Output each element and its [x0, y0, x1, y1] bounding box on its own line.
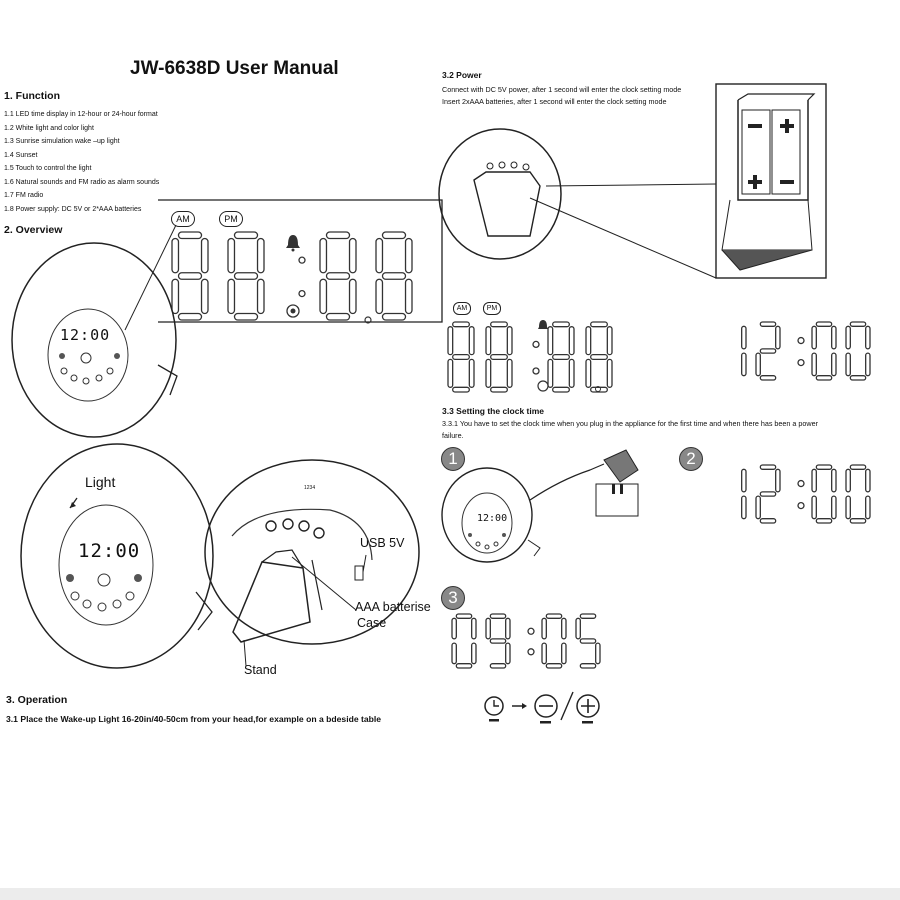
function-item: 1.3 Sunrise simulation wake –up light — [4, 138, 120, 145]
display-callout-box — [158, 200, 442, 322]
step-2-badge: 2 — [679, 447, 703, 471]
clock-face-small: 12:00 — [60, 326, 111, 344]
section-3-heading: 3. Operation — [6, 694, 68, 706]
setting-line: failure. — [442, 431, 464, 440]
function-item: 1.8 Power supply: DC 5V or 2*AAA batteries — [4, 205, 142, 213]
light-label: Light — [85, 474, 116, 490]
segment-display-0905 — [452, 614, 600, 668]
power-line: Insert 2xAAA batteries, after 1 second will enter the clock setting mode — [442, 97, 667, 106]
button-code-label: 1234 — [304, 485, 316, 491]
usb-label: USB 5V — [360, 536, 405, 550]
segment-display-1200-b — [742, 465, 870, 523]
battery-label: AAA batterise — [355, 600, 431, 614]
battery-case-label: Case — [357, 616, 387, 630]
usb-plug-icon — [604, 450, 638, 494]
bell-icon — [286, 235, 300, 252]
plus-icon — [748, 175, 762, 189]
step-3-badge: 3 — [441, 586, 465, 610]
wake-up-light-back — [205, 460, 419, 666]
plus-icon — [577, 695, 599, 724]
minus-icon — [748, 124, 762, 128]
segment-display-power — [448, 322, 612, 392]
stand-label: Stand — [244, 663, 277, 677]
section-3-2-heading: 3.2 Power — [442, 70, 482, 80]
step-1-badge: 1 — [441, 447, 465, 471]
wake-up-light-large — [21, 444, 213, 668]
minus-icon — [780, 180, 794, 184]
function-item: 1.4 Sunset — [4, 151, 38, 159]
clock-face-large: 12:00 — [78, 540, 141, 562]
plus-icon — [780, 119, 794, 133]
am-badge-small: AM — [453, 302, 471, 315]
sun-icon — [538, 381, 548, 391]
operation-item-3-1: 3.1 Place the Wake-up Light 16-20in/40-50cm from your head,for example on a bdeside table — [6, 714, 382, 724]
segment-display-1200-a — [742, 322, 870, 380]
clock-face-mini: 12:00 — [477, 513, 508, 524]
clock-icon — [485, 697, 503, 722]
bell-icon — [538, 320, 548, 329]
section-1-heading: 1. Function — [4, 90, 60, 102]
function-item: 1.1 LED time display in 12-hour or 24-hour format — [4, 111, 158, 118]
setting-line: 3.3.1 You have to set the clock time when you plug in the appliance for the first time and when there has been a power — [442, 419, 818, 428]
page-bottom-margin — [0, 888, 900, 900]
section-3-3-heading: 3.3 Setting the clock time — [442, 406, 545, 416]
page-title: JW-6638D User Manual — [130, 58, 339, 79]
step-1-illustration — [442, 464, 638, 562]
function-item: 1.2 White light and color light — [4, 124, 94, 132]
function-item: 1.5 Touch to control the light — [4, 165, 92, 172]
sun-icon — [287, 305, 299, 317]
function-item: 1.6 Natural sounds and FM radio as alarm sounds — [4, 178, 160, 186]
power-line: Connect with DC 5V power, after 1 second will enter the clock setting mode — [442, 85, 682, 94]
section-2-heading: 2. Overview — [4, 224, 63, 236]
am-badge: AM — [171, 211, 195, 227]
pm-badge: PM — [219, 211, 243, 227]
minus-icon — [535, 695, 557, 724]
battery-diagram — [439, 84, 826, 278]
pm-badge-small: PM — [483, 302, 501, 315]
wake-up-light-front — [12, 225, 177, 437]
function-item: 1.7 FM radio — [4, 192, 44, 199]
